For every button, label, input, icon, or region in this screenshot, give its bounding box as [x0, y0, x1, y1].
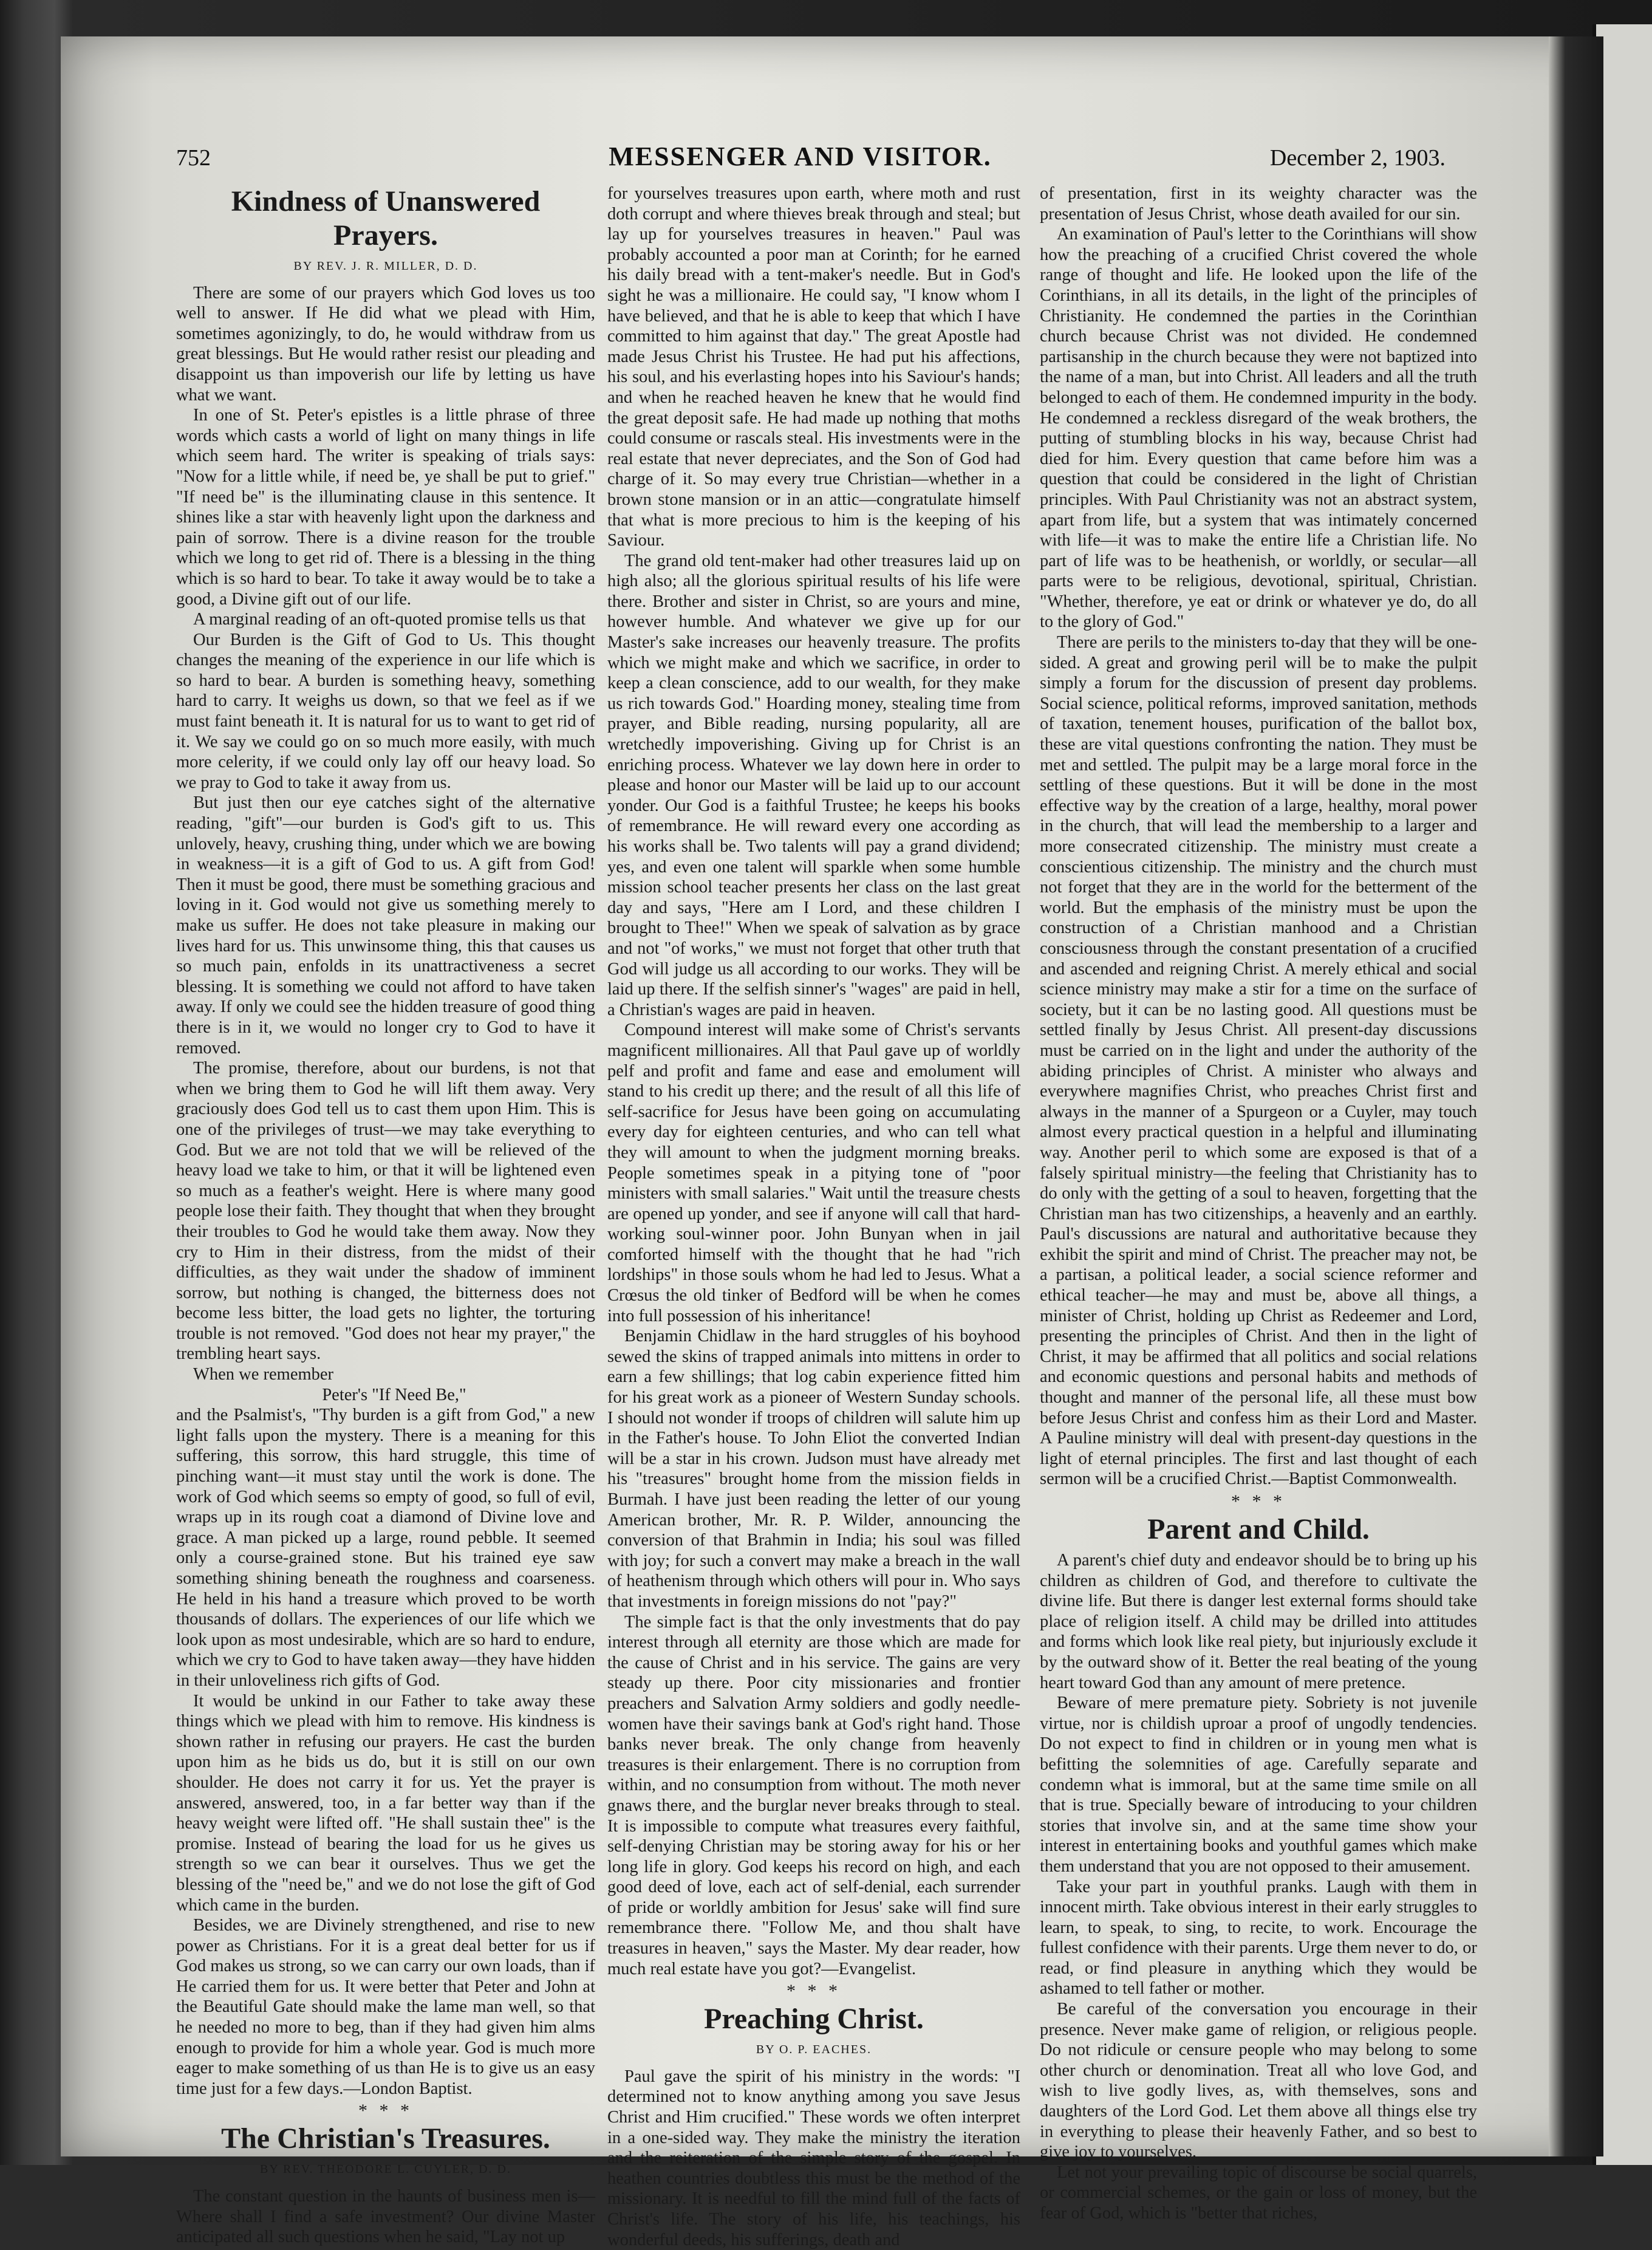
byline-cuyler: BY REV. THEODORE L. CUYLER, D. D. [260, 2163, 511, 2176]
page-number: 752 [176, 145, 211, 171]
section-separator: * * * [358, 2101, 413, 2121]
paragraph: In one of St. Peter's epistles is a little phrase of three words which casts a world of light on many things in life which seem hard. The writer is speaking of trials says: "Now for a little while, if need be, ye shall be put to grief." "If need be" is the illuminating clause in this sentence. It shines like a star with heavenly light upon the darkness and pain of sorrow. There is a divine reason for the trouble which we long to get rid of. There is a blessing in the thing which is so hard to bear. To take it away would be to take a good, a Divine gift out of our life. [176, 406, 595, 609]
article-title-unanswered-prayers: Kindness of Unanswered Prayers. [231, 185, 541, 251]
paragraph: It would be unkind in our Father to take away these things which we plead with him to remove. His kindness is shown rather in refusing our prayers. He cast the burden upon him as he bids us do, but it is still on our own shoulder. He does not carry it for us. Yet the prayer is answered, answered, too, in a far better way than if the heavy weight were lifted off. "He shall sustain thee" is the promise. Instead of bearing the load for us he gives us strength so we can bear it ourselves. Thus we get the blessing of the "need be," and we do not lose the gift of God which came in the burden. [176, 1691, 595, 1915]
paragraph: A parent's chief duty and endeavor should be to bring up his children as children of God, and therefore to cultivate the divine life. But there is danger lest external forms should take place of religion itself. A child may be drilled into attitudes and forms which look like real piety, but injuriously exclude it by the outward show of it. Better the real beating of the young heart toward God than any amount of mere pretence. [1040, 1551, 1477, 1692]
paragraph: The promise, therefore, about our burdens, is not that when we bring them to God he will lift them away. Very graciously does God tell us to cast them upon Him. This is one of the privileges of trust—we may take everything to God. But we are not told that we will be relieved of the heavy load we take to him, or that it will be lightened even so much as a feather's weight. Here is where many good people lose their faith. They thought that when they brought their troubles to God he would take them away. Now they cry to Him in their distress, from the midst of their difficulties, as they wait under the shadow of imminent sorrow, but nothing is changed, the bitterness does not become less bitter, the load gets no lighter, the torturing trouble is not removed. "God does not hear my prayer," the trembling heart says. [176, 1059, 595, 1364]
paragraph: of presentation, first in its weighty character was the presentation of Jesus Christ, whose death availed for our sin. [1040, 184, 1477, 224]
paragraph: Our Burden is the Gift of God to Us. This thought changes the meaning of the experience in our life which is so hard to bear. A burden is something heavy, something hard to carry. It weighs us down, so that we feel as if we must faint beneath it. It is natural for us to want to get rid of it. We say we could go on so much more easily, with much more celerity, if we could only lay off our heavy load. So we pray to God to take it away from us. [176, 630, 595, 792]
paragraph: The simple fact is that the only investments that do pay interest through all eternity are those which are made for the cause of Christ and in his service. The gains are very steady up there. Poor city missionaries and frontier preachers and Salvation Army soldiers and godly needle-women have their savings bank at God's right hand. Those banks never break. The only change from heavenly treasures is their enlargement. There is no corruption from within, and no consumption from without. The moth never gnaws there, and the burglar never breaks through to steal. It is impossible to compute what treasures every faithful, self-denying Christian may be storing away for his or her long life in glory. God keeps his record on high, and each good deed of love, each act of self-denial, each surrender of pride or worldly ambition for Jesus' sake will find sure remembrance there. "Follow Me, and thou shalt have treasures in heaven," says the Master. My dear reader, how much real estate have you got?—Evangelist. [607, 1612, 1020, 1978]
byline-miller: BY REV. J. R. MILLER, D. D. [293, 259, 478, 273]
byline-eaches: BY O. P. EACHES. [756, 2043, 872, 2057]
paragraph: There are perils to the ministers to-day that they will be one-sided. A great and growing peril will be to make the pulpit simply a forum for the discussion of present day problems. Social science, political reforms, improved sanitation, methods of taxation, tenement houses, purification of the ballot box, these are vital questions confronting the nation. They must be met and settled. The pulpit may be a large moral force in the settling of these questions. But it will be done in the most effective way by the creation of a large, healthy, moral power in the church, that will lead the membership to a larger and more consecrated citizenship. The ministry must create a conscientious citizenship. The ministry and the church must not forget that they are in the world for the betterment of the world. But the emphasis of the ministry must be upon the construction of a Christian manhood and a Christian consciousness through the constant presentation of a crucified and ascended and reigning Christ. A merely ethical and social science ministry may make a stir for a time on the surface of society, but it can be no lasting good. All questions must be settled finally by Jesus Christ. All present-day discussions must be carried on in the light and under the authority of the abiding principles of Christ. A minister who always and everywhere magnifies Christ, who preaches Christ first and always in the manner of a Spurgeon or a Cuyler, may touch almost every practical question in a helpful and illuminating way. Another peril to which some are exposed is that of a falsely spiritual ministry—the feeling that Christianity has to do only with the getting of a soul to heaven, forgetting that the Christian man has two citizenships, a heavenly and an earthly. Paul's discussions are natural and authoritative because they exhibit the spirit and mind of Christ. The preacher may not, be a partisan, a political leader, a social science reformer and ethical teacher—he may and must be, above all things, a minister of Christ, holding up Christ as Redeemer and Lord, presenting the principles of Christ. And then in the light of Christ, it may be affirmed that all politics and social relations and economic questions and personal habits and methods of thought and manner of the personal life, all these must bow before Jesus Christ and confess him as their Lord and Master. A Pauline ministry will deal with present-day questions in the light of eternal principles. The first and last thought of each sermon will be a crucified Christ.—Baptist Commonwealth. [1040, 633, 1477, 1489]
publication-title: MESSENGER AND VISITOR. [609, 142, 992, 171]
paragraph: The constant question in the haunts of business men is—Where shall I find a safe investment? Our divine Master anticipated all such questions when he said, "Lay not up [176, 2187, 595, 2247]
section-separator: * * * [1231, 1491, 1286, 1511]
paragraph: Besides, we are Divinely strengthened, and rise to new power as Christians. For it is a great deal better for us if God makes us strong, so we can carry our own loads, than if He carried them for us. It were better that Peter and John at the Beautiful Gate should make the lame man well, so that he needed no more to beg, than if they had given him alms enough to provide for him a whole year. God is much more eager to make something of us than He is to give us an easy time just for a few days.—London Baptist. [176, 1916, 595, 2098]
column-2 [607, 183, 1020, 2250]
article-title-parent-and-child: Parent and Child. [1147, 1513, 1370, 1545]
paragraph: There are some of our prayers which God loves us too well to answer. If He did what we plead with Him, sometimes agonizingly, to do, he would withdraw from us great blessings. But He would rather resist our pleading and disappoint us than impoverish our life by letting us have what we want. [176, 283, 595, 405]
issue-date: December 2, 1903. [1269, 145, 1445, 171]
subhead-line: Peter's "If Need Be," [322, 1385, 466, 1404]
article-title-preaching-christ: Preaching Christ. [704, 2003, 924, 2036]
paragraph: When we remember [193, 1365, 334, 1384]
paragraph: The grand old tent-maker had other treasures laid up on high also; all the glorious spiritual results of his life were there. Brother and sister in Christ, so are yours and mine, however humble. And whatever we give up for our Master's sake increases our heavenly treasure. The profits which we might make and which we sacrifice, in order to keep a clean conscience, add to our wealth, for they make us rich towards God." Hoarding money, stealing time from prayer, and Bible reading, nursing popularity, all are wretchedly impoverishing. Giving up for Christ is an enriching process. Whatever we lay down here in order to please and honor our Master will be laid up to our account yonder. Our God is a faithful Trustee; he keeps his books of remembrance. He will reward every one according as his works shall be. Two talents will pay a grand dividend; yes, and even one talent will sparkle when some humble mission school teacher presents her class on the last great day and says, "Here am I Lord, and these children I brought to Thee!" When we speak of salvation as by grace and not "of works," we must not forget that other truth that God will judge us all according to our works. They will be laid up there. If the selfish sinner's "wages" are paid in hell, a Christian's wages are paid in heaven. [607, 551, 1020, 1019]
paragraph: for yourselves treasures upon earth, where moth and rust doth corrupt and where thieves break through and steal; but lay up for yourselves treasures in heaven." Paul was probably accounted a poor man at Corinth; for he earned his daily bread with a tent-maker's needle. But in God's sight he was a millionaire. He could say, "I know whom I have believed, and that he is able to keep that which I have committed to him against that day." The great Apostle had made Jesus Christ his Trustee. He had put his affections, his soul, and his everlasting hopes into his Saviour's hands; and when he reached heaven he knew that he would find the great deposit safe. He had made up nothing that moths could consume or rascals steal. His investments were in the real estate that never depreciates, and the Son of God had charge of it. So may every true Christian—whether in a brown stone mansion or in an attic—congratulate himself that what is more precious to him is the keeping of his Saviour. [607, 184, 1020, 550]
paragraph: Paul gave the spirit of his ministry in the words: "I determined not to know anything among you save Jesus Christ and Him crucified." These words we often interpret in a one-sided way. They make the ministry the iteration and the reiteration of the simple story of the gospel. In heathen countries doubtless this must be the method of the missionary. It is needful to fill the mind full of the facts of Christ's life. The story of his life, his teachings, his wonderful deeds, his sufferings, death and [607, 2067, 1020, 2249]
section-separator: * * * [787, 1981, 841, 2002]
column-1 [176, 182, 595, 2248]
paragraph: Benjamin Chidlaw in the hard struggles of his boyhood sewed the skins of trapped animals into mittens in order to earn a few shillings; that log cabin experience fitted him for his great work as a pioneer of Western Sunday schools. I should not wonder if troops of children will salute him up in the Father's house. To John Eliot the converted Indian will be a star in his crown. Judson must have already met his "treasures" brought home from the mission fields in Burmah. I have just been reading the letter of our young American brother, Mr. R. P. Wilder, announcing the conversion of that Brahmin in India; his soul was filled with joy; for such a convert may make a breach in the wall of heathenism through which others will pour in. Who says that investments in foreign missions do not "pay?" [607, 1327, 1020, 1611]
paragraph: An examination of Paul's letter to the Corinthians will show how the preaching of a crucified Christ covered the whole range of thought and life. He looked upon the life of the Corinthians, in all its details, in the light of the principles of Christianity. He condemned the parties in the Corinthian church because Christ was not divided. He condemned partisanship in the church because they were not baptized into the name of a man, but into Christ. All leaders and all the truth belonged to each of them. He condemned impurity in the body. He condemned a reckless disregard of the weak brothers, the putting of stumbling blocks in his way, because Christ had died for him. Every question that came before him was a question that could be considered in the light of Christian principles. With Paul Christianity was not an abstract system, apart from life, but a system that was intimately concerned with life—it was to make the entire life a Christian life. No part of life was to be heathenish, or worldly, or secular—all parts were to be religious, devotional, spiritual, Christian. "Whether, therefore, ye eat or drink or whatever ye do, do all to the glory of God." [1040, 225, 1477, 632]
column-3 [1040, 183, 1477, 2224]
masthead [118, 141, 1482, 177]
paragraph: Compound interest will make some of Christ's servants magnificent millionaires. All that Paul gave up of worldly pelf and profit and fame and ease and emolument will stand to his credit up there; and the result of all this life of self-sacrifice for Jesus have been going on accumulating every day for eighteen centuries, and who can tell what they will amount to when the judgment morning breaks. People sometimes speak in a pitying tone of "poor ministers with small salaries." Wait until the treasure chests are opened up yonder, and see if anyone will call that hard-working soul-winner poor. John Bunyan when in jail comforted himself with the thought that he had "rich lordships" in those souls whom he had led to Jesus. What a Crœsus the old tinker of Bedford will be when he comes into full possession of his inheritance! [607, 1021, 1020, 1325]
paragraph: Be careful of the conversation you encourage in their presence. Never make game of religion, or religious people. Do not ridicule or censure people who may belong to some other church or denomination. Treat all who love God, and wish to live godly lives, as, with themselves, sons and daughters of the Lord God. Let them above all things else try in everything to please their heavenly Father, and so best to give joy to yourselves. [1040, 2000, 1477, 2162]
paragraph: and the Psalmist's, "Thy burden is a gift from God," a new light falls upon the mystery. There is a meaning for this suffering, this sorrow, this hard struggle, this time of pinching want—it must stay until the work is done. The work of God which seems so empty of good, so full of evil, wraps up in its rough coat a diamond of Divine love and grace. A man picked up a large, round pebble. It seemed only a course-grained stone. But his trained eye saw something shining beneath the roughness and coarseness. He held in his hand a treasure which proved to be worth thousands of dollars. The experiences of our life which we look upon as most undesirable, which are so hard to endure, which we cry to God to have taken away—they have hidden in their unloveliness rich gifts of God. [176, 1406, 595, 1690]
article-title-christians-treasures: The Christian's Treasures. [221, 2122, 550, 2155]
paragraph: Take your part in youthful pranks. Laugh with them in innocent mirth. Take obvious interest in their early struggles to learn, to speak, to sing, to recite, to work. Encourage the fullest confidence with their parents. Urge them never to do, or read, or find pleasure in anything which they would be ashamed to tell father or mother. [1040, 1877, 1477, 1999]
paragraph: But just then our eye catches sight of the alternative reading, "gift"—our burden is God's gift to us. This unlovely, heavy, crushing thing, under which we are bowing in weakness—it is a gift of God to us. A gift from God! Then it must be good, there must be something gracious and loving in it. God would not give us something merely to make us suffer. He does not take pleasure in making our lives hard for us. This unwinsome thing, this that causes us so much pain, enfolds in its unattractiveness a secret blessing. It is something we could not afford to have taken away. If only we could see the hidden treasure of good thing there is in it, we would no longer cry to God to have it removed. [176, 793, 595, 1058]
paragraph: Let not your prevailing topic of discourse be social quarrels, or commercial schemes, or the gain or loss of money, but the fear of God, which is "better that riches, [1040, 2163, 1477, 2223]
paragraph: A marginal reading of an oft-quoted promise tells us that [193, 610, 586, 629]
paragraph: Beware of mere premature piety. Sobriety is not juvenile virtue, nor is childish uproar a proof of ungodly tendencies. Do not expect to find in children or in young men what is befitting the solemnities of age. Carefully separate and condemn what is immoral, but at the same time smile on all that is true. Specially beware of introducing to your children stories that involve sin, and at the same time show your interest in entertaining books and youthful games which make them understand that you are not opposed to their amusement. [1040, 1694, 1477, 1876]
page-binding-shadow [1549, 36, 1603, 2156]
